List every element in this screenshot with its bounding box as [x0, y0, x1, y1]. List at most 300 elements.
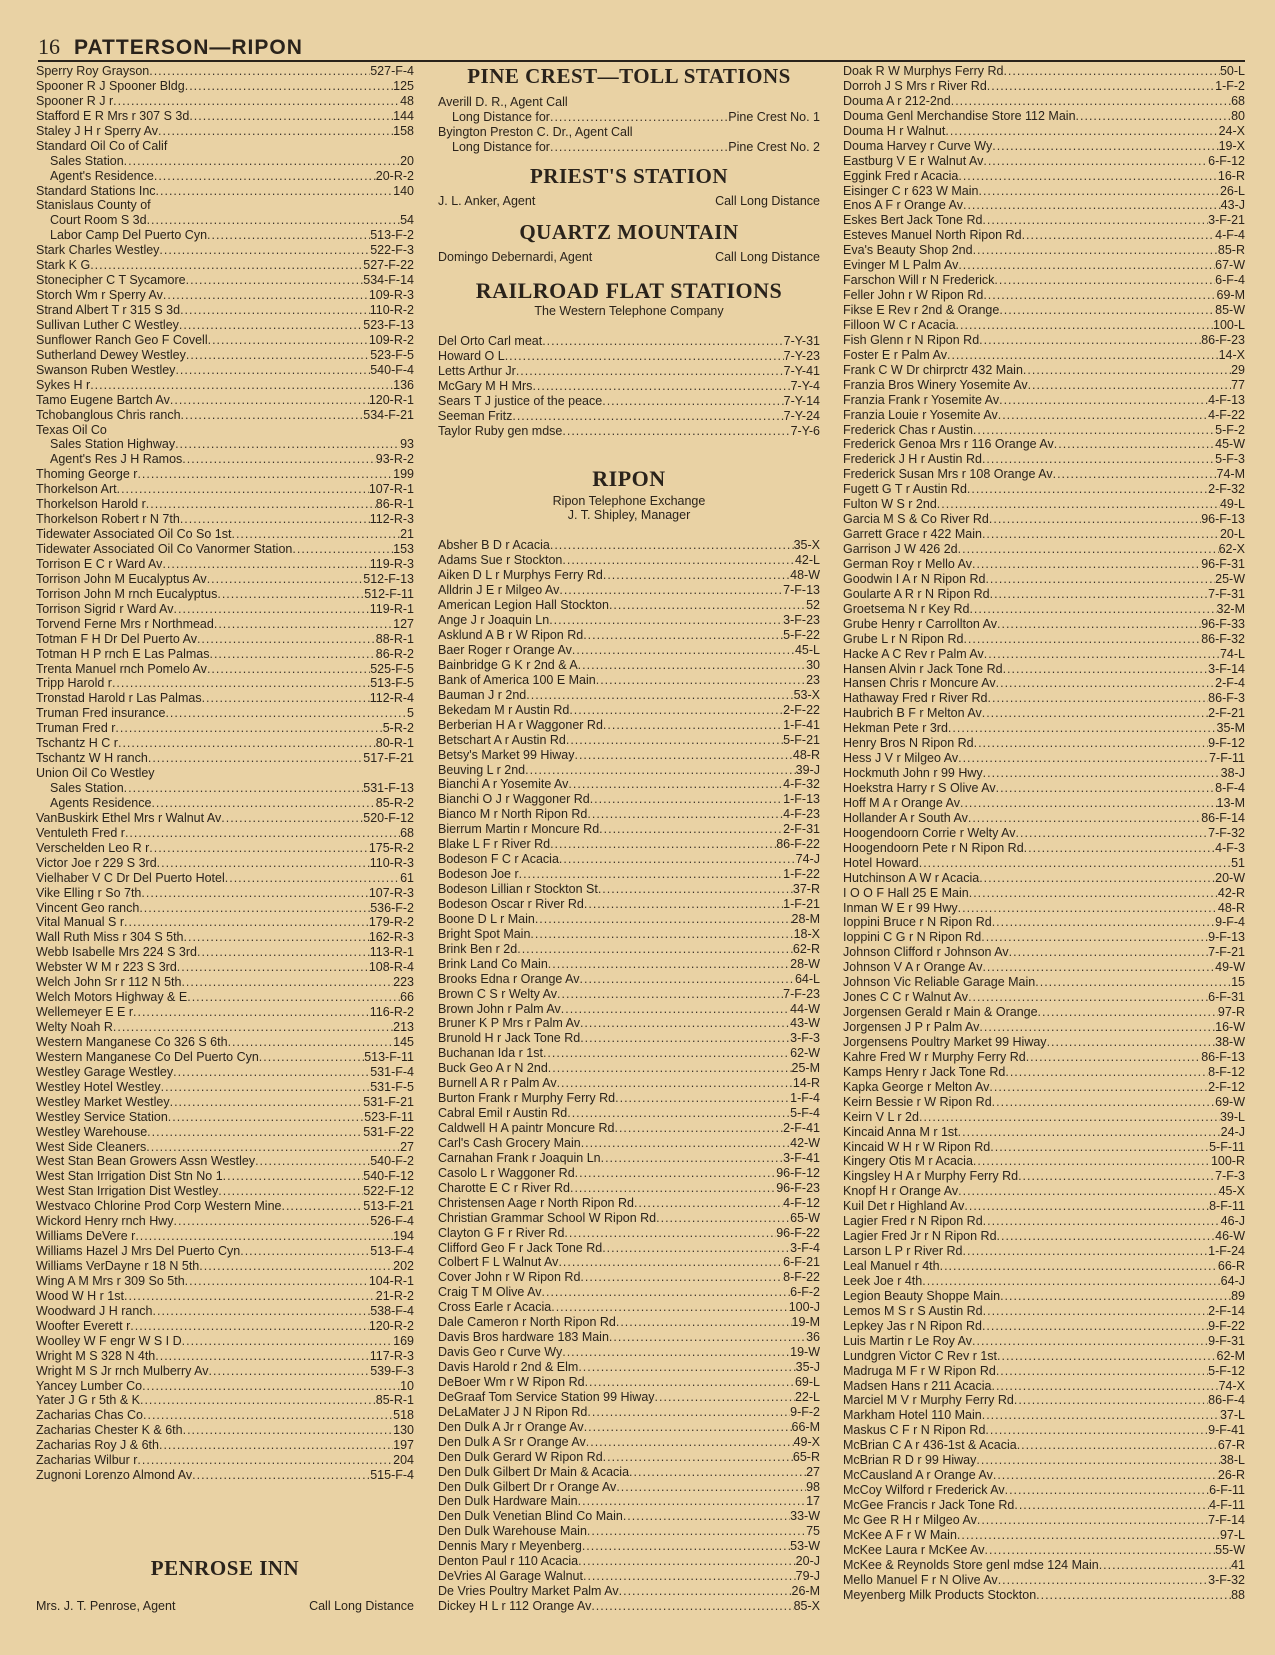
leader-dots	[940, 1259, 1218, 1274]
listing-phone: 7-F-21	[1208, 945, 1245, 960]
listing-torrison-sigrid-r-ward-av	[36, 602, 414, 617]
leader-dots	[973, 1154, 1211, 1169]
listing-phone: 7-Y-6	[790, 423, 820, 438]
listing-name: Sears T J justice of the peace	[438, 393, 603, 408]
listing-name: De Vries Poultry Market Palm Av	[438, 1584, 619, 1599]
listing-bianchi-a-r-yosemite-av	[438, 777, 820, 792]
listing-sunflower-ranch-geo-f-covell	[36, 333, 414, 348]
listing-phone: 74-X	[1218, 1378, 1245, 1393]
listing-name: Hoff M A r Orange Av	[843, 795, 960, 810]
listing-name: Alldrin J E r Milgeo Av	[438, 583, 560, 598]
listing-name: Bianchi A r Yosemite Av	[438, 777, 569, 792]
listing-name: Craig T M Olive Av	[438, 1285, 542, 1300]
listing-name: Cabral Emil r Austin Rd	[438, 1106, 568, 1121]
leader-dots	[601, 1151, 784, 1166]
leader-dots	[999, 393, 1208, 408]
listing-name: McKee & Reynolds Store genl mdse 124 Main	[843, 1557, 1099, 1572]
listing-kapka-george-r-melton-av	[843, 1080, 1245, 1095]
listing-douma-h-r-walnut	[843, 124, 1245, 139]
listing-name: Farschon Will r N Frederick	[843, 273, 995, 288]
leader-dots	[963, 198, 1221, 213]
listing-swanson-ruben-westley	[36, 363, 414, 378]
leader-dots	[559, 852, 796, 867]
leader-dots	[135, 1229, 393, 1244]
listing-frederick-susan-mrs-r-108-orange-av	[843, 467, 1245, 482]
listing-phone: 13-M	[1216, 795, 1245, 810]
leader-dots	[192, 1468, 370, 1483]
ripon-section	[438, 466, 820, 1614]
leader-dots	[197, 945, 370, 960]
listing-name: Brown John r Palm Av	[438, 1001, 561, 1016]
leader-dots	[149, 841, 369, 856]
listing-name: Bauman J r 2nd	[438, 687, 527, 702]
leader-dots	[124, 154, 400, 169]
listing-name: Yater J G r 5th & K	[36, 1393, 140, 1408]
leader-dots	[207, 572, 364, 587]
listing-eva-s-beauty-shop-2nd	[843, 243, 1245, 258]
listing-jones-c-c-r-walnut-av	[843, 990, 1245, 1005]
listing-name: Bodeson Joe r	[438, 867, 519, 882]
listing-phone: 28-M	[791, 911, 820, 926]
listing-phone: 1-F-21	[783, 896, 820, 911]
leader-dots	[158, 124, 393, 139]
leader-dots	[580, 1270, 783, 1285]
leader-dots	[181, 975, 393, 990]
listing-phone: 10	[400, 1378, 414, 1393]
listing-name: McCoy Wilford r Frederick Av	[843, 1483, 1005, 1498]
listing-kamps-henry-r-jack-tone-rd	[843, 1065, 1245, 1080]
listing-name: Cross Earle r Acacia	[438, 1300, 552, 1315]
leader-dots	[968, 811, 1201, 826]
listing-phone: 32-M	[1216, 601, 1245, 616]
leader-dots	[231, 527, 400, 542]
listing-phone: 27	[806, 1464, 820, 1479]
listing-name: Zugnoni Lorenzo Almond Av	[36, 1468, 193, 1483]
listing-name: Leek Joe r 4th	[843, 1273, 923, 1288]
leader-dots	[1014, 1393, 1208, 1408]
priests-section	[438, 164, 820, 208]
listing-garrett-grace-r-422-main	[843, 527, 1245, 542]
leader-dots	[228, 1035, 394, 1050]
leader-dots	[580, 1016, 790, 1031]
listing-phone: 26-M	[791, 1584, 820, 1599]
listing-name: McGary M H Mrs	[438, 378, 533, 393]
listing-name: Williams DeVere r	[36, 1229, 136, 1244]
listing-phone: 513-F-4	[370, 1244, 414, 1259]
listing-name: Letts Arthur Jr	[438, 363, 516, 378]
listing-name: Wright M S 328 N 4th	[36, 1348, 156, 1363]
listing-carnahan-frank-r-joaquin-ln	[438, 1151, 820, 1166]
leader-dots	[209, 1364, 371, 1379]
listing-torrison-john-m-eucalyptus-av	[36, 572, 414, 587]
listing-name: Larson L P r River Rd	[843, 1244, 963, 1259]
leader-dots	[125, 826, 400, 841]
listing-name: Westley Garage Westley	[36, 1064, 174, 1079]
listing-name: Garcia M S & Co River Rd	[843, 512, 989, 527]
listing-name: Den Dulk Gilbert Dr r Orange Av	[438, 1479, 617, 1494]
listing-phone: 64-J	[1220, 1273, 1245, 1288]
listing-grube-l-r-n-ripon-rd	[843, 632, 1245, 647]
listing-name: Wall Ruth Miss r 304 S 5th	[36, 930, 184, 945]
listing-name: Hotel Howard	[843, 855, 919, 870]
listing-phone: 113-R-1	[369, 945, 414, 960]
listing-name: Brink Ben r 2d	[438, 941, 518, 956]
listing-meyenberg-milk-products-stockton	[843, 1588, 1245, 1603]
listing-name: Filloon W C r Acacia	[843, 317, 956, 332]
listing-phone: 9-F-31	[1208, 1333, 1245, 1348]
listing-name: Douma Harvey r Curve Wy	[843, 138, 993, 153]
leader-dots	[947, 348, 1219, 363]
listing-maskus-c-f-r-n-ripon-rd	[843, 1423, 1245, 1438]
quartz-agent: Domingo Debernardi, Agent	[438, 249, 593, 264]
listing-phone: 517-F-21	[363, 751, 414, 766]
listing-phone: 1-F-24	[1208, 1244, 1245, 1259]
listing-luis-martin-r-le-roy-av	[843, 1334, 1245, 1349]
listing-phone: 3-F-41	[783, 1150, 820, 1165]
leader-dots	[115, 721, 382, 736]
leader-dots	[570, 1181, 776, 1196]
listing-phone: 62-W	[790, 1046, 820, 1061]
listing-name: German Roy r Mello Av	[843, 556, 972, 571]
listing-name: Johnson V A r Orange Av	[843, 960, 983, 975]
listing-phone: 53-X	[793, 687, 820, 702]
leader-dots	[175, 363, 370, 378]
listing-phone: 6-F-12	[1208, 153, 1245, 168]
listing-phone: 66	[400, 990, 414, 1005]
quartz-section	[438, 220, 820, 264]
listing-leal-manuel-r-4th	[843, 1259, 1245, 1274]
leader-dots	[1035, 975, 1231, 990]
listing-phone: 64-L	[794, 971, 820, 986]
listing-wing-a-m-mrs-r-309-so-5th	[36, 1274, 414, 1289]
leader-dots	[151, 796, 375, 811]
listing-name: Den Dulk Venetian Blind Co Main	[438, 1509, 623, 1524]
listing-keirn-bessie-r-w-ripon-rd	[843, 1095, 1245, 1110]
page-title: PATTERSON—RIPON	[74, 36, 303, 59]
listing-name: Tschantz H C r	[36, 736, 118, 751]
listing-name: Victor Joe r 229 S 3rd	[36, 855, 157, 870]
listing-tripp-harold-r	[36, 676, 414, 691]
listing-phone: 35-X	[793, 538, 820, 553]
leader-dots	[580, 1031, 790, 1046]
listing-name: Thoming George r	[36, 467, 138, 482]
listing-phone: 39-J	[795, 762, 820, 777]
listing-name: Lemos M S r S Austin Rd	[843, 1303, 983, 1318]
listing-degraaf-tom-service-station-99-hiway	[438, 1390, 820, 1405]
leader-dots	[972, 557, 1201, 572]
listing-wright-m-s-jr-rnch-mulberry-av	[36, 1364, 414, 1379]
listing-phone: 1-F-41	[783, 717, 820, 732]
listing-phone: 86-F-13	[1201, 1049, 1245, 1064]
listing-name: Madruga M F r W Ripon Rd	[843, 1363, 996, 1378]
listing-name: Luis Martin r Le Roy Av	[843, 1333, 972, 1348]
leader-dots	[963, 632, 1201, 647]
listing-name: Garrison J W 426 2d	[843, 542, 958, 556]
leader-dots	[142, 1379, 400, 1394]
listing-casolo-l-r-waggoner-rd	[438, 1166, 820, 1181]
leader-dots	[130, 1319, 369, 1334]
listing-enos-a-f-r-orange-av	[843, 198, 1245, 213]
listing-phone: 85-R-2	[375, 795, 414, 810]
leader-dots	[549, 613, 783, 628]
listing-court-room-s-3d	[36, 213, 414, 228]
listing-phone: 65-R	[792, 1449, 820, 1464]
listing-name: Kapka George r Melton Av	[843, 1079, 990, 1094]
listing-phone: 88	[1231, 1587, 1245, 1602]
listing-phone: 7-F-3	[1215, 1169, 1245, 1184]
listing-phone: 9-F-2	[790, 1404, 820, 1419]
listing-haubrich-b-f-r-melton-av	[843, 706, 1245, 721]
listing-tchobanglous-chris-ranch	[36, 408, 414, 423]
listing-phone: 67-W	[1215, 258, 1245, 273]
listing-phone: 42-W	[790, 1135, 820, 1150]
listing-taylor-ruby-gen-mdse	[438, 424, 820, 439]
listing-phone: 86-F-3	[1208, 691, 1245, 706]
listing-welch-john-sr-r-112-n-5th	[36, 975, 414, 990]
leader-dots	[990, 587, 1209, 602]
railroad-section	[438, 278, 820, 439]
listing-phone: 104-R-1	[368, 1273, 414, 1288]
listing-name: Doak R W Murphys Ferry Rd	[843, 64, 1004, 78]
listing-name: Sales Station	[50, 781, 124, 795]
listing-name: Kuil Det r Highland Av	[843, 1199, 965, 1214]
ripon-list-middle	[438, 538, 820, 1614]
leader-dots	[922, 1274, 1220, 1289]
listing-name: Tchobanglous Chris ranch	[36, 407, 181, 422]
listing-phone: 540-F-4	[370, 362, 414, 377]
listing-vital-manual-s-r	[36, 915, 414, 930]
listing-lemos-m-s-r-s-austin-rd	[843, 1304, 1245, 1319]
leader-dots	[997, 1229, 1216, 1244]
leader-dots	[992, 1095, 1215, 1110]
listing-phone: 80-R-1	[375, 736, 414, 751]
listing-phone: 26-L	[1219, 183, 1245, 198]
leader-dots	[1099, 1558, 1231, 1573]
listing-name: Trenta Manuel rnch Pomelo Av	[36, 661, 207, 676]
listing-phone: 2-F-32	[1208, 482, 1245, 497]
listing-phone: 3-F-21	[1208, 213, 1245, 228]
leader-dots	[983, 288, 1216, 303]
listing-phone: 21-R-2	[375, 1288, 414, 1303]
listing-name: Adams Sue r Stockton	[438, 553, 563, 568]
listing-williams-hazel-j-mrs-del-puerto-cyn	[36, 1244, 414, 1259]
listing-name: Totman H P rnch E Las Palmas	[36, 646, 210, 661]
listing-phone: 125	[393, 78, 414, 93]
listing-name: Markham Hotel 110 Main	[843, 1408, 982, 1423]
leader-dots	[535, 912, 792, 927]
listing-phone: 512-F-11	[364, 586, 414, 601]
listing-name: Absher B D r Acacia	[438, 538, 550, 553]
leader-dots	[1005, 1483, 1210, 1498]
listing-fulton-w-s-r-2nd	[843, 497, 1245, 512]
listing-name: Hacke A C Rev r Palm Av	[843, 646, 984, 661]
listing-groetsema-n-r-key-rd	[843, 602, 1245, 617]
listing-stark-k-g	[36, 258, 414, 273]
listing-name: Grube L r N Ripon Rd	[843, 631, 964, 646]
listing-name: Bright Spot Main	[438, 926, 531, 941]
listing-hekman-pete-r-3rd	[843, 721, 1245, 736]
leader-dots	[240, 1244, 370, 1259]
listing-name: Seeman Fritz	[438, 408, 513, 423]
leader-dots	[155, 1349, 370, 1364]
listing-phone: 520-F-12	[363, 810, 414, 825]
leader-dots	[973, 243, 1218, 258]
listing-phone: 62-X	[1218, 542, 1245, 556]
leader-dots	[982, 706, 1208, 721]
listing-name: Sunflower Ranch Geo F Covell	[36, 332, 208, 347]
leader-dots	[967, 482, 1208, 497]
listing-name: Agents Residence	[50, 795, 152, 810]
listing-woofter-everett-r	[36, 1319, 414, 1334]
leader-dots	[977, 1513, 1208, 1528]
listing-westley-market-westley	[36, 1095, 414, 1110]
leader-dots	[1003, 64, 1220, 79]
listing-phone: 85-R	[1217, 243, 1245, 258]
listing-cabral-emil-r-austin-rd	[438, 1106, 820, 1121]
listing-phone: 531-F-5	[370, 1079, 414, 1094]
leader-dots	[124, 915, 369, 930]
listing-douma-genl-merchandise-store-112-main	[843, 109, 1245, 124]
listing-name: Vike Elling r So 7th	[36, 885, 142, 900]
leader-dots	[147, 1125, 363, 1140]
leader-dots	[557, 1076, 793, 1091]
leader-dots	[161, 1080, 371, 1095]
leader-dots	[153, 1304, 371, 1319]
listing-name: Torrison Sigrid r Ward Av	[36, 601, 174, 616]
listing-name: Denton Paul r 110 Acacia	[438, 1554, 579, 1569]
leader-dots	[175, 437, 400, 452]
listing-agents-residence	[36, 796, 414, 811]
listing-name: Maskus C F r N Ripon Rd	[843, 1423, 986, 1438]
listing-phone: 5-F-21	[783, 732, 820, 747]
listing-name: Johnson Vic Reliable Garage Main	[843, 975, 1036, 990]
listing-name: Goularte A R r N Ripon Rd	[843, 586, 990, 601]
listing-name: Leal Manuel r 4th	[843, 1259, 940, 1273]
listing-phone: 74-L	[1219, 646, 1245, 661]
leader-dots	[572, 643, 795, 658]
listing-name: Ange J r Joaquin Ln	[438, 613, 550, 628]
listing-phone: 42-L	[794, 553, 820, 568]
listing-phone: 140	[393, 183, 414, 198]
leader-dots	[1005, 1065, 1208, 1080]
listing-jorgensen-gerald-r-main-orange	[843, 1005, 1245, 1020]
listing-wall-ruth-miss-r-304-s-5th	[36, 930, 414, 945]
listing-phone: 169	[393, 1333, 414, 1348]
listing-den-dulk-gilbert-dr-main-acacia	[438, 1465, 820, 1480]
listing-phone: 35-M	[1216, 721, 1245, 736]
leader-dots	[615, 1091, 790, 1106]
listing-name: Marciel M V r Murphy Ferry Rd	[843, 1393, 1014, 1408]
leader-dots	[562, 553, 795, 568]
leader-dots	[616, 1480, 806, 1495]
listing-name: Henry Bros N Ripon Rd	[843, 736, 974, 751]
leader-dots	[154, 169, 376, 184]
listing-name: Zacharias Wilbur r	[36, 1453, 138, 1468]
listing-grube-henry-r-carrollton-av	[843, 617, 1245, 632]
listing-phone: 77	[1231, 377, 1245, 392]
listing-name: Vincent Geo ranch	[36, 900, 140, 915]
listing-phone: 79-J	[795, 1569, 820, 1584]
listing-phone: 93-R-2	[375, 452, 414, 467]
priests-agent: J. L. Anker, Agent	[438, 193, 536, 208]
listing-name: Totman F H Dr Del Puerto Av	[36, 631, 197, 646]
listing-phone: 536-F-2	[370, 900, 414, 915]
listing-phone: 36	[806, 1330, 820, 1345]
listing-phone: 116-R-2	[369, 1005, 414, 1020]
listing-franzia-frank-r-yosemite-av	[843, 393, 1245, 408]
listing-name: Sperry Roy Grayson	[36, 64, 150, 78]
listing-phone: 531-F-22	[363, 1124, 414, 1139]
leader-dots	[149, 64, 370, 79]
quartz-title: QUARTZ MOUNTAIN	[519, 219, 739, 244]
leader-dots	[174, 1214, 371, 1229]
listing-name: Eva's Beauty Shop 2nd	[843, 243, 973, 258]
listing-tidewater-associated-oil-co-so-1st	[36, 527, 414, 542]
leader-dots	[137, 1453, 393, 1468]
listing-thorkelson-art	[36, 482, 414, 497]
ripon-title: RIPON	[592, 466, 666, 492]
listing-buchanan-ida-r-1st	[438, 1046, 820, 1061]
listing-name: Lagier Fred Jr r N Ripon Rd	[843, 1229, 997, 1244]
listing-williams-devere-r	[36, 1229, 414, 1244]
listing-wickord-henry-rnch-hwy	[36, 1214, 414, 1229]
listing-name: Davis Geo r Curve Wy	[438, 1345, 563, 1360]
leader-dots	[587, 1405, 790, 1420]
listing-mccausland-a-r-orange-av	[843, 1468, 1245, 1483]
leader-dots	[578, 1360, 795, 1375]
listing-phone: 45-X	[1218, 1184, 1245, 1199]
listing-douma-a-r-212-2nd	[843, 94, 1245, 109]
listing-howard-o-l	[438, 349, 820, 364]
listing-name: Westley Hotel Westley	[36, 1079, 161, 1094]
leader-dots	[117, 482, 369, 497]
listing-phone: 100-J	[788, 1300, 820, 1315]
leader-dots	[968, 990, 1208, 1005]
listing-name: Hansen Alvin r Jack Tone Rd	[843, 661, 1003, 676]
listing-zacharias-wilbur-r	[36, 1453, 414, 1468]
listing-name: Berberian H A r Waggoner Rd	[438, 717, 603, 732]
listing-phone: 48-W	[790, 568, 820, 583]
listing-phone: 4-F-23	[783, 807, 820, 822]
listing-burton-frank-r-murphy-ferry-rd	[438, 1091, 820, 1106]
listing-sperry-roy-grayson	[36, 64, 414, 79]
listing-phone: 7-Y-41	[783, 363, 820, 378]
listing-phone: 28-W	[790, 956, 820, 971]
listing-eskes-bert-jack-tone-rd	[843, 213, 1245, 228]
listing-phone: 20-W	[1215, 870, 1245, 885]
listing-phone: 33-W	[790, 1509, 820, 1524]
listing-phone: 175-R-2	[368, 840, 414, 855]
listing-name: Frederick Susan Mrs r 108 Orange Av	[843, 467, 1053, 482]
leader-dots	[180, 512, 370, 527]
leader-dots	[1023, 363, 1231, 378]
listing-clayton-g-f-r-river-rd	[438, 1226, 820, 1241]
leader-dots	[1047, 1035, 1216, 1050]
listing-name: Kincaid W H r W Ripon Rd	[843, 1139, 991, 1154]
listing-phone: 512-F-13	[363, 571, 414, 586]
leader-dots	[532, 379, 790, 394]
listing-madruga-m-f-r-w-ripon-rd	[843, 1364, 1245, 1379]
listing-phone: 179-R-2	[368, 915, 414, 930]
listing-yancey-lumber-co	[36, 1379, 414, 1394]
listing-johnson-vic-reliable-garage-main	[843, 975, 1245, 990]
listing-name: I O O F Hall 25 E Main	[843, 885, 969, 900]
listing-name: Webster W M r 223 S 3rd	[36, 960, 177, 975]
listing-phone: 518	[393, 1408, 414, 1423]
leader-dots	[199, 1259, 393, 1274]
listing-franzia-bros-winery-yosemite-av	[843, 378, 1245, 393]
penrose-agent: Mrs. J. T. Penrose, Agent	[36, 1599, 176, 1613]
